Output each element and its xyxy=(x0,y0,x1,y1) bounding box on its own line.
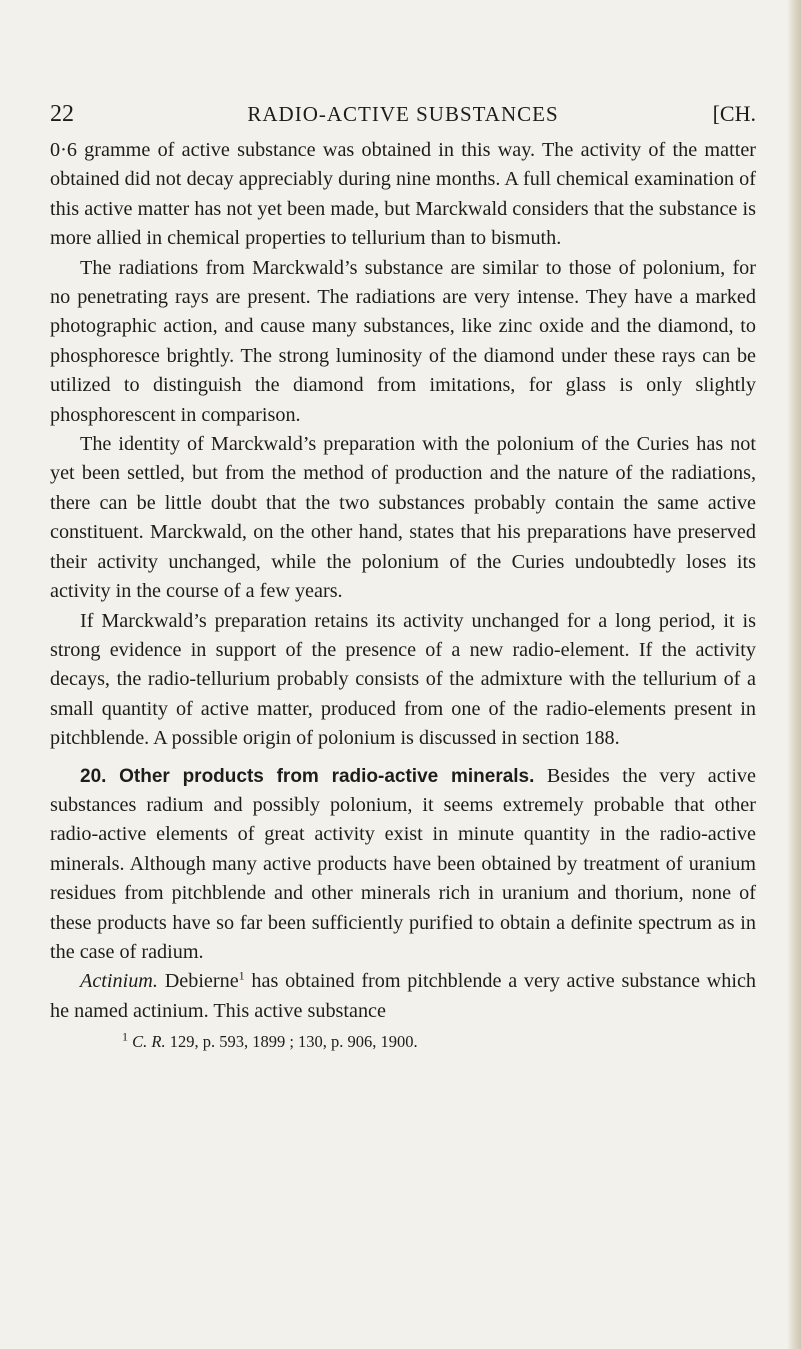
actinium-paragraph xyxy=(50,967,756,1026)
actinium-lead: Actinium. xyxy=(80,970,158,993)
paragraph-radiations: The radiations from Marckwald’s substance are similar to those of polonium, for no penetrating rays are present. The radiations are very intense. They have a marked photographic action, and cause many substances, like zinc oxide and the diamond, to phosphoresce brightly. The strong luminosity of the diamond under these rays can be utilized to distinguish the diamond from imitations, for glass is only slightly phosphorescent in comparison. xyxy=(50,256,756,426)
footnote-marker: 1 xyxy=(122,1029,128,1044)
paragraph-identity: The identity of Marckwald’s preparation with the polonium of the Curies has not yet been settled, but from the method of production and the nature of the radiations, there can be little doubt that the two substances probably contain the same active constituent. Marckwald, on the other hand, states that his preparations have preserved their activity unchanged, while the polonium of the Curies undoubtedly loses its activity in the course of a few years. xyxy=(50,433,756,603)
footnote-reference: 1 xyxy=(238,968,245,983)
page-number: 22 xyxy=(50,101,74,127)
section-20-heading: 20. Other products from radio-active minerals. xyxy=(80,765,535,787)
paragraph-activity: If Marckwald’s preparation retains its activity unchanged for a long period, it is strong evidence in support of the presence of a new radio-element. If the activity decays, the radio-tellurium probably consists of the admixture with the tellurium of a small quantity of active matter, produced from one of the radio-elements present in pitchblende. A possible origin of polonium is discussed in section 188. xyxy=(50,609,756,750)
chapter-marker: [CH. xyxy=(712,101,756,126)
footnote-text: 129, p. 593, 1899 ; 130, p. 906, 1900. xyxy=(169,1032,418,1052)
section-20-paragraph xyxy=(50,762,756,968)
page-edge-shadow xyxy=(787,0,801,1349)
actinium-author: Debierne xyxy=(164,970,239,993)
paragraph-continued: 0·6 gramme of active substance was obtained in this way. The activity of the matter obtained did not decay appreciably during nine months. A full chemical examination of this active matter has not yet been made, but Marckwald considers that the substance is more allied in chemical properties to tellurium than to bismuth. xyxy=(50,139,756,250)
footnote xyxy=(50,1030,756,1054)
page-body xyxy=(50,136,756,1054)
section-20-text: Besides the very active substances radium and possibly polonium, it seems extremely probable that other radio-active elements of great activity exist in minute quantity in the radio-active minerals. Although many active products have been obtained by treatment of uranium residues from pitchblende and other minerals rich in uranium and thorium, none of these products have so far been sufficiently purified to obtain a definite spectrum as in the case of radium. xyxy=(50,764,756,963)
running-head xyxy=(50,96,756,132)
footnote-source: C. R. xyxy=(132,1032,166,1052)
running-title: RADIO-ACTIVE SUBSTANCES xyxy=(247,102,559,126)
actinium-text: has obtained from pitchblende a very active substance which he named actinium. This active substance xyxy=(50,970,757,1022)
book-page xyxy=(50,96,756,1054)
